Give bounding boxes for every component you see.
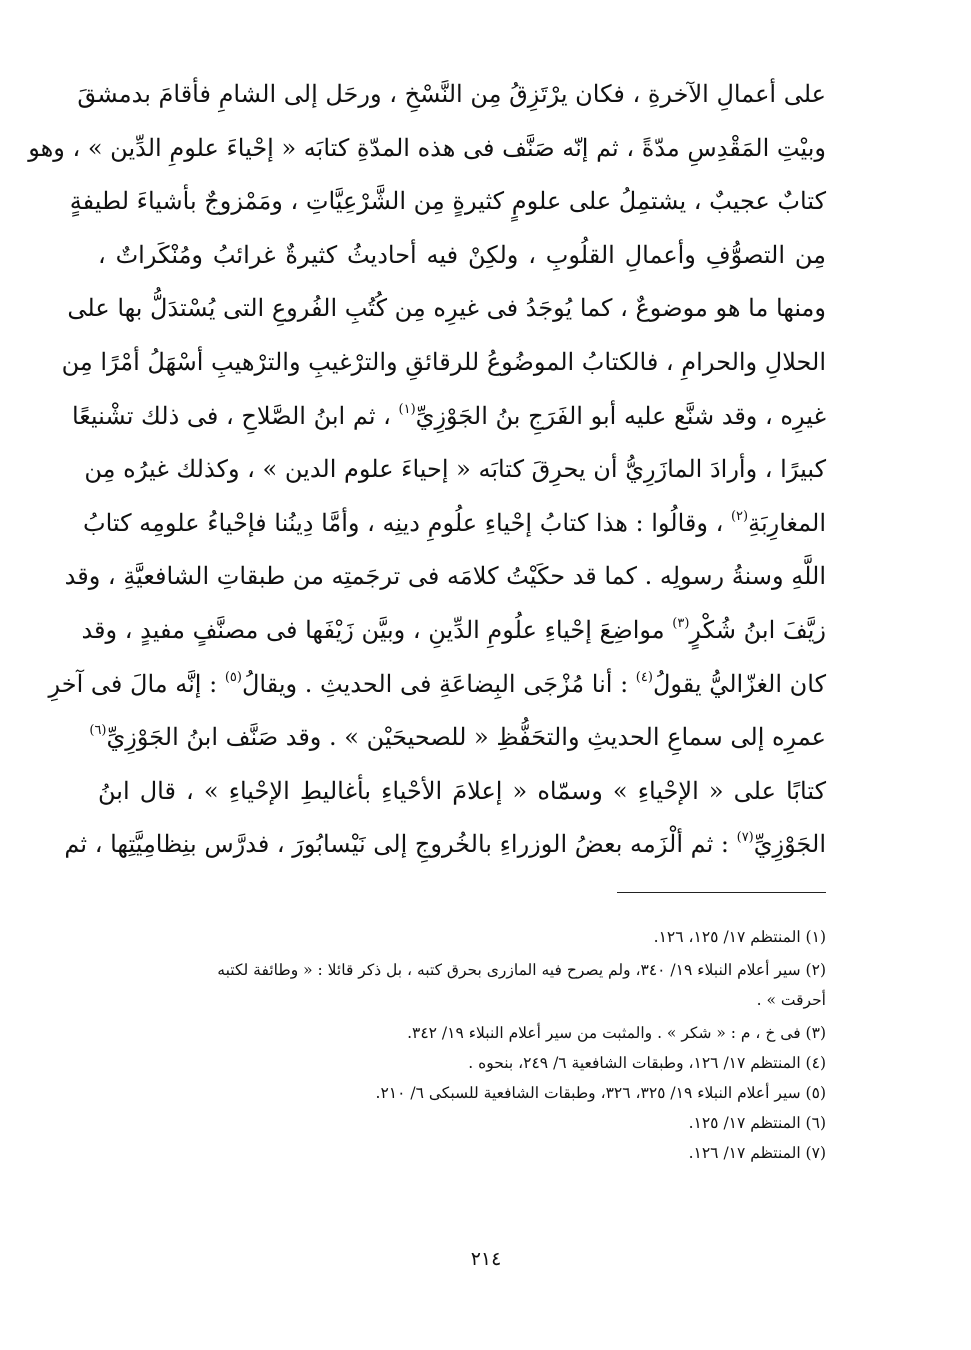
footnote: (٦) المنتظم ١٧/ ١٢٥. <box>688 1114 826 1132</box>
text-line: مِن التصوُّفِ وأعمالِ القلُوبِ ، ولكِنْ فيه أحاديثُ كثيرةٌ غرائبُ ومُنْكَراتٌ ، <box>98 240 826 269</box>
page-number: ٢١٤ <box>470 1248 502 1270</box>
text-line: اللَّهِ وسنةُ رسولِه . كما قد حكَيْتُ كلامَه فى ترجَمتِه من طبقاتِ الشافعيَّةِ ، وقد <box>64 562 826 591</box>
footnote: (٣) فى خ ، م : « شكر » . والمثبت من سير أعلام النبلاء ١٩/ ٣٤٢. <box>407 1024 826 1042</box>
footnote: (٤) المنتظم ١٧/ ١٢٦، وطبقات الشافعية ٦/ ٢٤٩، بنحوه . <box>468 1054 826 1072</box>
footnote-ref: (٧) <box>736 830 754 846</box>
text-line: كتابٌ عجيبٌ ، يشتمِلُ على علومٍ كثيرةٍ مِن الشَّرْعِيَّاتِ ، ومَمْزوجٌ بأشياءَ لطيفةٍ <box>69 187 826 216</box>
footnote-ref: (٢) <box>730 508 749 524</box>
text-segment: كان الغزّاليُّ يقولُ <box>652 669 826 698</box>
footnote-continuation: أحرقت » . <box>756 991 826 1009</box>
footnotes-block <box>104 922 826 1168</box>
footnote: (١) المنتظم ١٧/ ١٢٥، ١٢٦. <box>653 928 826 946</box>
text-line <box>64 818 826 872</box>
text-segment: عمرِه إلى سماعِ الحديثِ والتحَفُّظِ « للصحيحَيْن » . وقد صَنَّف ابنُ الجَوْزِيِّ <box>106 723 826 752</box>
footnote: (٢) سير أعلام النبلاء ١٩/ ٣٤٠، ولم يصرح فيه المازرى بحرق كتبه ، بل ذكر قائلا : « وطائفة لكتبه <box>217 961 826 979</box>
footnote-ref: (٦) <box>89 723 107 739</box>
text-line <box>82 497 826 551</box>
text-segment: المغارِبَةِ <box>748 508 826 537</box>
text-segment: : أنا مُزْجَى البِضاعَةِ فى الحديثِ . ويقالُ <box>241 669 636 698</box>
text-line: كتابًا على « الإحْياءِ » وسمّاه « إعلامَ الأحْياءِ بأغاليطِ الإحْياءِ » ، قال ابنُ <box>98 776 826 805</box>
text-line <box>81 604 826 658</box>
text-segment: غيرِه ، وقد شنَّع عليه أبو الفَرَجِ بنُ الجَوْزِيِّ <box>415 401 826 430</box>
text-segment: ، ثم ابنُ الصَّلاحِ ، فى ذلك تشْنيعًا <box>71 401 399 430</box>
footnote-ref: (٤) <box>635 669 653 685</box>
footnote-ref: (٣) <box>672 615 690 631</box>
main-text-block <box>28 68 826 872</box>
footnote: (٧) المنتظم ١٧/ ١٢٦. <box>688 1144 826 1162</box>
text-line: الحلالِ والحرامِ ، فالكتابُ الموضُوعُ للرقائقِ والترْغيبِ والترْهيبِ أسْهَلُ أمْرًا مِن <box>61 347 826 376</box>
text-line: وبيْتِ المَقْدِسِ مدّةً ، ثم إنّه صَنَّف فى هذه المدّةِ كتابَه « إحْياءَ علومِ الدِّين » ، وهو <box>28 133 826 162</box>
text-line <box>89 711 826 765</box>
text-line: على أعمالِ الآخرةِ ، فكان يرْتَزِقُ مِن النَّسْخِ ، ورحَل إلى الشامِ فأقامَ بدمشقَ <box>77 80 826 108</box>
text-segment: : ثم ألْزَمه بعضُ الوزراءِ بالخُروجِ إلى نَيْسابُورَ ، فدرَّس بنِظامِيَّتِها ، ثم <box>64 830 737 859</box>
footnote: (٥) سير أعلام النبلاء ١٩/ ٣٢٥، ٣٢٦، وطبقات الشافعية للسبكى ٦/ ٢١٠. <box>375 1084 826 1102</box>
footnote-separator <box>617 892 826 893</box>
text-segment: زيَّفَ ابنُ شُكْرٍ <box>689 615 826 644</box>
text-segment: الجَوْزِيِّ <box>753 830 826 859</box>
text-line <box>71 390 826 444</box>
footnote-ref: (١) <box>398 401 416 417</box>
text-segment: مواضِعَ إحْياءِ علُومِ الدِّينِ ، وبيَّن زَيْفَها فى مصنَّفٍ مفيدٍ ، وقد <box>81 615 673 644</box>
text-line: كبيرًا ، وأرادَ المازَرِيُّ أن يحرِقَ كتابَه « إحياءَ علوم الدين » ، وكذلك غيرُه مِن <box>84 455 826 484</box>
footnote-ref: (٥) <box>224 669 242 685</box>
text-segment: ، وقالُوا : هذا كتابُ إحْياءِ علُومِ دينِه ، وأمَّا دِينُنا فإحْياءُ علومِه كتابُ <box>82 508 731 537</box>
text-line <box>48 658 826 712</box>
text-segment: : إنَّه مالَ فى آخرِ <box>48 669 225 698</box>
text-line: ومنها ما هو موضوعٌ ، كما يُوجَدُ فى غيرِه مِن كُتُبِ الفُروعِ التى يُسْتدَلُّ بها على <box>67 294 826 323</box>
